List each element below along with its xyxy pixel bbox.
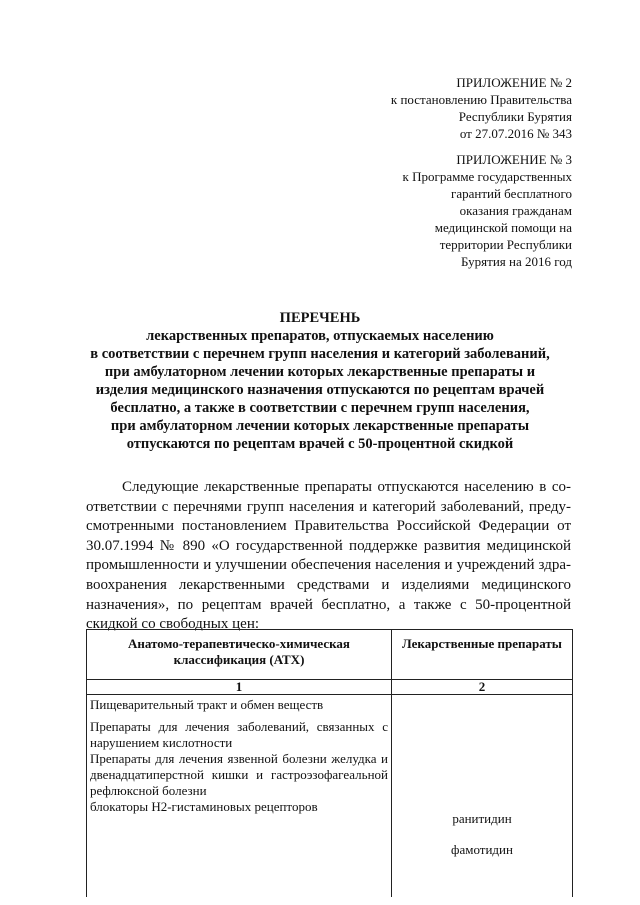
drug-name: фамотидин — [451, 842, 513, 857]
intro-paragraph: Следующие лекарственные препараты отпускаются населению в со-ответствии с перечнями групп населения и категорий заболеваний, преду-смотренными постановлением Правительства Российской Федерации от 30.07.1994 № 890 «О государственной поддержке развития медицинской промышленности и улучшении обеспечения населения и учреждений здра-воохранения лекарственными средствами и изделиями медицинского назначения», по рецептам врачей бесплатно, а также с 50-процентной скидкой со свободных цен: — [86, 479, 571, 633]
header-atc: Анатомо-терапевтическо-химическая классификация (АТХ) — [87, 630, 392, 680]
annex-3-line: к Программе государственных — [402, 169, 572, 184]
annex-2-line: ПРИЛОЖЕНИЕ № 2 — [456, 75, 572, 90]
classification-item: Препараты для лечения заболеваний, связанных с нарушением кислотности — [90, 719, 388, 750]
annex-2-line: от 27.07.2016 № 343 — [459, 126, 572, 141]
drug-table — [86, 629, 573, 897]
drug-name: ранитидин — [452, 811, 512, 826]
annex-3-line: медицинской помощи на — [434, 220, 572, 235]
column-number: 2 — [392, 680, 573, 695]
annex-3-line: ПРИЛОЖЕНИЕ № 3 — [456, 152, 572, 167]
column-number-row — [87, 680, 573, 695]
classification-cell — [87, 695, 392, 898]
column-number: 1 — [87, 680, 392, 695]
classification-item: блокаторы H2-гистаминовых рецепторов — [90, 799, 318, 814]
drugs-cell — [392, 695, 573, 898]
annex-2-block — [391, 74, 572, 142]
annex-3-block — [403, 151, 572, 270]
annex-3-line: оказания гражданам — [459, 203, 572, 218]
table-row — [87, 695, 573, 898]
title-heading: ПЕРЕЧЕНЬ — [279, 310, 361, 326]
annex-3-line: Бурятия на 2016 год — [461, 254, 572, 269]
header-drugs: Лекарственные препараты — [392, 630, 573, 680]
title-line: при амбулаторном лечении которых лекарственные препараты — [110, 418, 530, 434]
title-line: в соответствии с перечнем групп населения и категорий заболеваний, — [90, 346, 550, 362]
classification-item: Пищеварительный тракт и обмен веществ — [90, 697, 324, 712]
document-title — [40, 309, 600, 453]
annex-2-line: к постановлению Правительства — [390, 92, 572, 107]
annex-3-line: гарантий бесплатного — [450, 186, 572, 201]
classification-item: Препараты для лечения язвенной болезни желудка и двенадцатиперстной кишки и гастроэзофагеальной рефлюксной болезни — [90, 751, 388, 798]
title-line: при амбулаторном лечении которых лекарственные препараты и — [104, 364, 536, 380]
annex-3-line: территории Республики — [439, 237, 572, 252]
table-header-row — [87, 630, 573, 680]
annex-2-line: Республики Бурятия — [458, 109, 572, 124]
title-line: отпускаются по рецептам врачей с 50-процентной скидкой — [126, 436, 514, 452]
title-line: лекарственных препаратов, отпускаемых населению — [146, 328, 494, 344]
title-line: изделия медицинского назначения отпускаются по рецептам врачей — [95, 382, 545, 398]
title-line: бесплатно, а также в соответствии с перечнем групп населения, — [110, 400, 530, 416]
